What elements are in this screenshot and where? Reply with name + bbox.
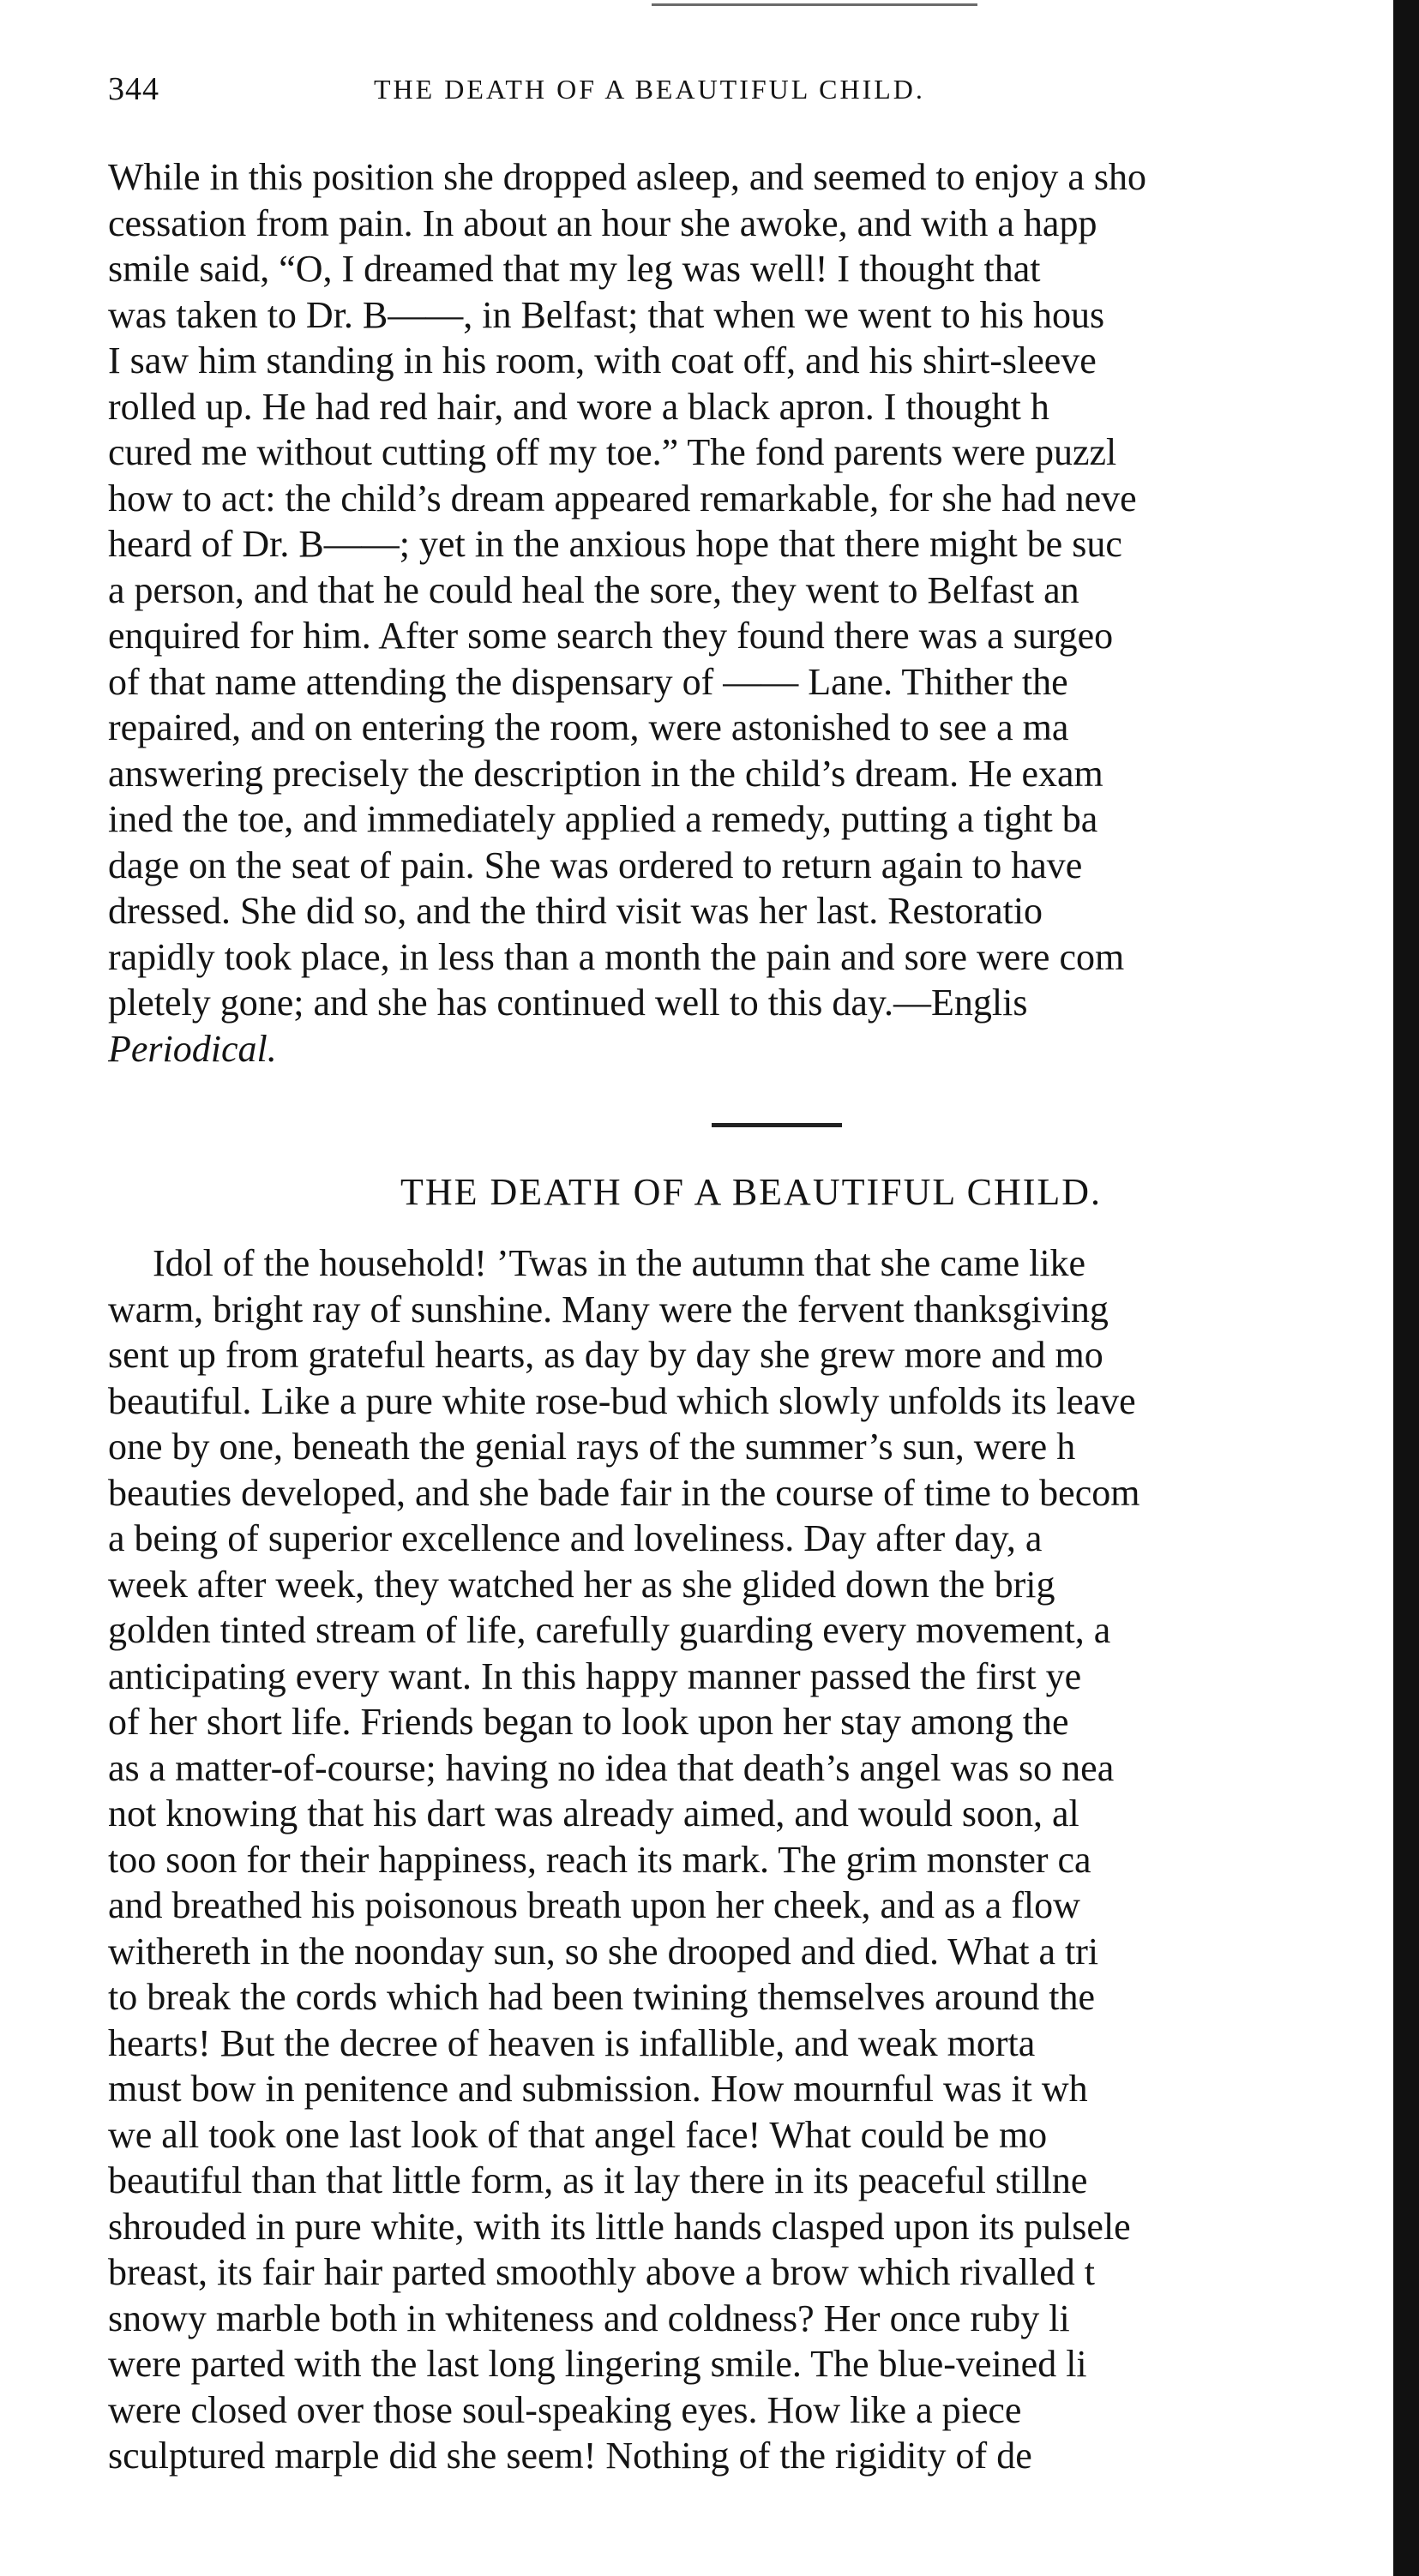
text-line: smile said, “O, I dreamed that my leg was well! I thought that (108, 248, 1041, 290)
page-number: 344 (108, 71, 159, 107)
text-line: we all took one last look of that angel face! What could be mo (108, 2113, 1048, 2156)
text-line: heard of Dr. B——; yet in the anxious hope that there might be suc (108, 523, 1122, 565)
text-line: cured me without cutting off my toe.” The fond parents were puzzl (108, 431, 1117, 473)
text-line: a being of superior excellence and loveliness. Day after day, a (108, 1517, 1043, 1559)
text-line: golden tinted stream of life, carefully guarding every movement, a (108, 1609, 1111, 1651)
text-line: repaired, and on entering the room, were astonished to see a ma (108, 706, 1069, 748)
text-line: sent up from grateful hearts, as day by day she grew more and mo (108, 1334, 1103, 1376)
text-line: was taken to Dr. B——, in Belfast; that when we went to his hous (108, 293, 1105, 336)
text-line: as a matter-of-course; having no idea that death’s angel was so nea (108, 1746, 1115, 1789)
text-line: ined the toe, and immediately applied a remedy, putting a tight ba (108, 798, 1098, 840)
running-title: THE DEATH OF A BEAUTIFUL CHILD. (374, 74, 925, 105)
text-line: I saw him standing in his room, with coat off, and his shirt-sleeve (108, 339, 1097, 381)
text-line: hearts! But the decree of heaven is infallible, and weak morta (108, 2021, 1036, 2064)
text-line: beauties developed, and she bade fair in the course of time to becom (108, 1471, 1140, 1514)
text-line: to break the cords which had been twining themselves around the (108, 1976, 1096, 2018)
previous-article-text (108, 154, 1394, 1072)
text-line: of her short life. Friends began to look upon her stay among the (108, 1701, 1069, 1743)
source-credit-text: Periodical. (108, 1027, 277, 1070)
text-line: were closed over those soul-speaking eyes. How like a piece (108, 2388, 1022, 2431)
text-line: snowy marble both in whiteness and coldness? Her once ruby li (108, 2297, 1070, 2339)
running-head (108, 70, 1394, 122)
text-line: pletely gone; and she has continued well to this day.—Englis (108, 982, 1028, 1024)
text-line: rolled up. He had red hair, and wore a black apron. I thought h (108, 385, 1049, 428)
text-line: not knowing that his dart was already aimed, and would soon, al (108, 1792, 1079, 1834)
text-line: While in this position she dropped asleep, and seemed to enjoy a sho (108, 156, 1146, 198)
text-line: beautiful than that little form, as it lay there in its peaceful stillne (108, 2159, 1088, 2201)
text-line: cessation from pain. In about an hour she awoke, and with a happ (108, 201, 1097, 244)
text-line: were parted with the last long lingering smile. The blue-veined li (108, 2343, 1087, 2385)
text-line: a person, and that he could heal the sore, they went to Belfast an (108, 568, 1079, 611)
text-line: must bow in penitence and submission. How mournful was it wh (108, 2068, 1088, 2110)
article-title: THE DEATH OF A BEAUTIFUL CHILD. (400, 1171, 1103, 1213)
book-page (108, 0, 1394, 2576)
text-line: withereth in the noonday sun, so she drooped and died. What a tri (108, 1930, 1099, 1973)
text-line: sculptured marple did she seem! Nothing of the rigidity of de (108, 2435, 1032, 2477)
text-line: enquired for him. After some search they found there was a surgeo (108, 615, 1114, 657)
text-line: anticipating every want. In this happy manner passed the first ye (108, 1654, 1082, 1697)
text-line: and breathed his poisonous breath upon her cheek, and as a flow (108, 1884, 1080, 1926)
text-line: breast, its fair hair parted smoothly above a brow which rivalled t (108, 2251, 1095, 2293)
text-line: shrouded in pure white, with its little hands clasped upon its pulsele (108, 2205, 1131, 2248)
text-line: how to act: the child’s dream appeared remarkable, for she had neve (108, 477, 1137, 519)
text-line: dressed. She did so, and the third visit was her last. Restoratio (108, 890, 1043, 932)
text-line: week after week, they watched her as she glided down the brig (108, 1563, 1055, 1606)
section-divider (712, 1123, 842, 1127)
text-line: dage on the seat of pain. She was ordered to return again to have (108, 844, 1083, 886)
source-credit (108, 1026, 1394, 1072)
page-edge-shadow (1393, 0, 1419, 2576)
text-line: beautiful. Like a pure white rose-bud which slowly unfolds its leave (108, 1379, 1136, 1422)
text-line: one by one, beneath the genial rays of the summer’s sun, were h (108, 1426, 1076, 1468)
text-line: warm, bright ray of sunshine. Many were the fervent thanksgiving (108, 1288, 1109, 1330)
text-line: of that name attending the dispensary of —— Lane. Thither the (108, 660, 1068, 703)
text-line: answering precisely the description in the child’s dream. He exam (108, 752, 1103, 795)
text-line: too soon for their happiness, reach its mark. The grim monster ca (108, 1838, 1091, 1881)
text-line: Idol of the household! ’Twas in the autumn that she came like (153, 1242, 1086, 1284)
article-text (108, 1240, 1394, 2479)
text-line: rapidly took place, in less than a month the pain and sore were com (108, 935, 1125, 978)
